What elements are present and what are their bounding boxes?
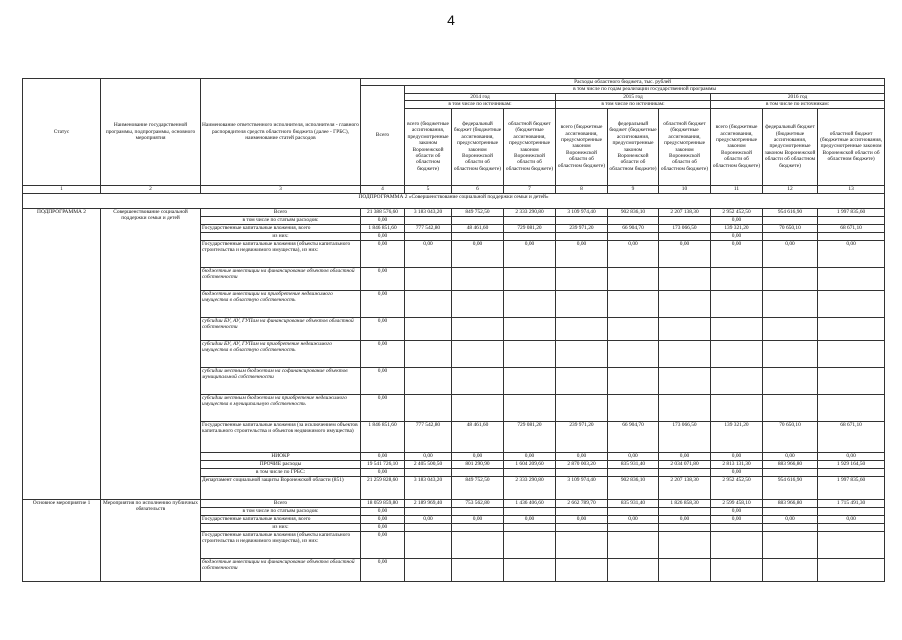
row-label: бюджетные инвестиции на приобретение недвижимого имущества в областную собственность xyxy=(201,290,361,317)
value-cell: 1 997 835,60 xyxy=(818,208,885,216)
col-number: 1 xyxy=(23,185,101,193)
value-cell: 239 971,20 xyxy=(556,224,608,232)
value-cell xyxy=(608,367,659,394)
value-cell: 2 813 131,30 xyxy=(711,460,763,468)
value-cell: 0,00 xyxy=(711,515,763,523)
budget-table xyxy=(22,78,885,582)
value-cell xyxy=(608,507,659,515)
value-cell xyxy=(608,290,659,317)
value-cell: 0,00 xyxy=(711,232,763,240)
value-cell xyxy=(711,367,763,394)
value-cell: 0,00 xyxy=(452,452,504,460)
value-cell: 19 541 726,10 xyxy=(361,460,405,468)
value-cell xyxy=(504,290,556,317)
col-number: 10 xyxy=(659,185,711,193)
value-cell xyxy=(504,531,556,558)
value-cell: 139 321,20 xyxy=(711,421,763,452)
row-label: Государственные капитальные вложения (объекты капитального строительства и недвижимого имущества), из них: xyxy=(201,531,361,558)
header-year-2016: 2016 год xyxy=(711,93,885,100)
value-cell: 0,00 xyxy=(361,216,405,224)
row-label: Государственные капитальные вложения (за исключением объектов капитального строительства и объектов недвижимого имущества) xyxy=(201,421,361,452)
value-cell xyxy=(659,267,711,290)
value-cell xyxy=(556,531,608,558)
value-cell: 849 752,50 xyxy=(452,208,504,216)
program-name-cell: Совершенствование социальной поддержки семьи и детей xyxy=(101,208,201,499)
header-col-federal: федеральный бюджет (бюджетные ассигнования, предусмотренные законом Воронежской области об областном бюджете) xyxy=(452,108,504,185)
value-cell xyxy=(659,290,711,317)
value-cell: 0,00 xyxy=(361,468,405,476)
header-sources: в том числе по источникам: xyxy=(556,101,711,108)
value-cell: 0,00 xyxy=(818,240,885,267)
value-cell: 0,00 xyxy=(659,452,711,460)
value-cell: 0,00 xyxy=(361,452,405,460)
table-row xyxy=(23,208,885,216)
value-cell xyxy=(556,468,608,476)
value-cell: 0,00 xyxy=(659,515,711,523)
value-cell xyxy=(763,531,818,558)
value-cell: 0,00 xyxy=(504,240,556,267)
header-by-years: в том числе по годам реализации государственной программы xyxy=(405,86,885,93)
value-cell: 2 034 071,80 xyxy=(659,460,711,468)
value-cell xyxy=(818,558,885,581)
value-cell xyxy=(818,531,885,558)
value-cell: 2 333 290,80 xyxy=(504,208,556,216)
value-cell xyxy=(659,468,711,476)
value-cell xyxy=(405,468,452,476)
value-cell: 2 405 500,50 xyxy=(405,460,452,468)
value-cell xyxy=(452,317,504,340)
col-number: 13 xyxy=(818,185,885,193)
subprogram-title: ПОДПРОГРАММА 2 «Совершенствование социальной поддержки семьи и детей» xyxy=(23,193,885,208)
value-cell: 173 066,50 xyxy=(659,224,711,232)
row-label: в том числе по ГРБС: xyxy=(201,468,361,476)
value-cell: 70 650,10 xyxy=(763,421,818,452)
value-cell xyxy=(556,216,608,224)
value-cell: 0,00 xyxy=(361,340,405,367)
value-cell xyxy=(711,523,763,531)
value-cell xyxy=(659,394,711,421)
row-label: Всего xyxy=(201,499,361,507)
value-cell xyxy=(556,558,608,581)
value-cell: 0,00 xyxy=(608,515,659,523)
header-expenses: Расходы областного бюджета, тыс. рублей xyxy=(361,79,885,86)
value-cell: 729 081,20 xyxy=(504,421,556,452)
value-cell: 0,00 xyxy=(504,452,556,460)
value-cell xyxy=(405,394,452,421)
value-cell: 0,00 xyxy=(818,452,885,460)
value-cell xyxy=(405,216,452,224)
value-cell xyxy=(452,531,504,558)
value-cell: 3 183 043,20 xyxy=(405,208,452,216)
value-cell: 849 752,50 xyxy=(452,476,504,499)
value-cell: 1 436 406,60 xyxy=(504,499,556,507)
value-cell: 753 562,80 xyxy=(452,499,504,507)
value-cell xyxy=(405,317,452,340)
value-cell: 0,00 xyxy=(361,531,405,558)
value-cell: 0,00 xyxy=(711,216,763,224)
value-cell xyxy=(556,367,608,394)
value-cell: 954 616,90 xyxy=(763,208,818,216)
row-label: бюджетные инвестиции на финансирование объектов областной собственности xyxy=(201,558,361,581)
value-cell xyxy=(452,507,504,515)
value-cell xyxy=(659,317,711,340)
value-cell: 902 836,10 xyxy=(608,476,659,499)
value-cell: 883 966,80 xyxy=(763,460,818,468)
value-cell: 0,00 xyxy=(361,394,405,421)
value-cell xyxy=(504,523,556,531)
header-total: Всего xyxy=(361,86,405,185)
value-cell xyxy=(556,523,608,531)
value-cell: 1 846 851,60 xyxy=(361,224,405,232)
row-label: из них: xyxy=(201,523,361,531)
row-label: субсидии БУ, АУ, ГУПам на приобретение недвижимого имущества в областную собственность xyxy=(201,340,361,367)
col-number: 4 xyxy=(361,185,405,193)
value-cell xyxy=(504,267,556,290)
value-cell: 0,00 xyxy=(763,515,818,523)
row-label: субсидии местным бюджетам на приобретение недвижимого имущества в муниципальную собственность xyxy=(201,394,361,421)
table-row xyxy=(23,499,885,507)
col-number: 2 xyxy=(101,185,201,193)
value-cell xyxy=(763,394,818,421)
value-cell xyxy=(452,290,504,317)
value-cell: 1 826 858,30 xyxy=(659,499,711,507)
row-label: бюджетные инвестиции на финансирование объектов областной собственности xyxy=(201,267,361,290)
value-cell xyxy=(405,340,452,367)
value-cell: 0,00 xyxy=(711,468,763,476)
value-cell: 2 333 290,80 xyxy=(504,476,556,499)
value-cell xyxy=(556,290,608,317)
value-cell: 0,00 xyxy=(361,317,405,340)
value-cell: 1 715 491,30 xyxy=(818,499,885,507)
value-cell: 0,00 xyxy=(361,267,405,290)
value-cell: 0,00 xyxy=(711,240,763,267)
value-cell: 0,00 xyxy=(361,507,405,515)
value-cell xyxy=(608,340,659,367)
value-cell xyxy=(556,394,608,421)
row-label: в том числе по статьям расходов: xyxy=(201,216,361,224)
value-cell xyxy=(818,468,885,476)
value-cell xyxy=(452,267,504,290)
value-cell: 0,00 xyxy=(556,452,608,460)
header-status: Статус xyxy=(23,79,101,186)
value-cell xyxy=(452,340,504,367)
value-cell xyxy=(504,507,556,515)
value-cell xyxy=(608,216,659,224)
col-number: 8 xyxy=(556,185,608,193)
value-cell xyxy=(504,340,556,367)
value-cell xyxy=(504,232,556,240)
value-cell: 2 207 138,30 xyxy=(659,476,711,499)
value-cell: 0,00 xyxy=(361,367,405,394)
value-cell: 0,00 xyxy=(361,240,405,267)
header-year-2015: 2015 год xyxy=(556,93,711,100)
value-cell: 2 207 138,30 xyxy=(659,208,711,216)
value-cell: 18 059 859,80 xyxy=(361,499,405,507)
value-cell xyxy=(659,340,711,367)
value-cell xyxy=(556,507,608,515)
value-cell: 777 542,80 xyxy=(405,224,452,232)
value-cell: 1 929 164,50 xyxy=(818,460,885,468)
value-cell xyxy=(405,507,452,515)
value-cell xyxy=(608,531,659,558)
value-cell: 801 290,90 xyxy=(452,460,504,468)
value-cell xyxy=(504,558,556,581)
value-cell: 48 461,60 xyxy=(452,421,504,452)
value-cell: 729 081,20 xyxy=(504,224,556,232)
value-cell xyxy=(405,232,452,240)
value-cell xyxy=(452,367,504,394)
value-cell xyxy=(405,531,452,558)
value-cell: 3 109 974,40 xyxy=(556,476,608,499)
value-cell: 21 388 576,60 xyxy=(361,208,405,216)
value-cell xyxy=(452,468,504,476)
value-cell: 48 461,60 xyxy=(452,224,504,232)
value-cell xyxy=(818,394,885,421)
value-cell: 3 109 974,40 xyxy=(556,208,608,216)
value-cell xyxy=(556,232,608,240)
value-cell xyxy=(763,468,818,476)
page-number: 4 xyxy=(447,12,455,28)
value-cell xyxy=(711,394,763,421)
value-cell: 0,00 xyxy=(763,452,818,460)
header-col-federal: федеральный бюджет (бюджетные ассигнования, предусмотренные законом Воронежской области об областном бюджете) xyxy=(763,108,818,185)
value-cell: 0,00 xyxy=(711,452,763,460)
value-cell xyxy=(659,367,711,394)
value-cell xyxy=(405,523,452,531)
value-cell xyxy=(711,558,763,581)
value-cell xyxy=(608,558,659,581)
value-cell xyxy=(711,531,763,558)
col-number: 12 xyxy=(763,185,818,193)
value-cell xyxy=(405,558,452,581)
value-cell: 0,00 xyxy=(361,515,405,523)
value-cell xyxy=(763,558,818,581)
col-number: 3 xyxy=(201,185,361,193)
value-cell xyxy=(504,317,556,340)
value-cell: 0,00 xyxy=(361,558,405,581)
value-cell xyxy=(763,507,818,515)
value-cell xyxy=(763,317,818,340)
value-cell: 1 604 209,60 xyxy=(504,460,556,468)
value-cell: 954 616,90 xyxy=(763,476,818,499)
value-cell xyxy=(608,317,659,340)
row-label: Департамент социальной защиты Воронежской области (851) xyxy=(201,476,361,499)
value-cell: 0,00 xyxy=(452,515,504,523)
value-cell xyxy=(556,317,608,340)
value-cell: 0,00 xyxy=(405,240,452,267)
value-cell xyxy=(818,267,885,290)
value-cell xyxy=(405,267,452,290)
value-cell: 0,00 xyxy=(659,240,711,267)
value-cell: 0,00 xyxy=(361,290,405,317)
value-cell: 2 662 789,70 xyxy=(556,499,608,507)
header-col-regional: областной бюджет (бюджетные ассигнования, предусмотренные законом Воронежской области об областном бюджете) xyxy=(818,108,885,185)
value-cell xyxy=(818,340,885,367)
value-cell xyxy=(608,394,659,421)
value-cell xyxy=(608,468,659,476)
value-cell xyxy=(711,317,763,340)
value-cell xyxy=(452,394,504,421)
value-cell xyxy=(504,216,556,224)
value-cell xyxy=(763,267,818,290)
value-cell xyxy=(659,558,711,581)
value-cell: 902 836,10 xyxy=(608,208,659,216)
header-col-total: всего (бюджетные ассигнования, предусмотренные законом Воронежской области об областном бюджете) xyxy=(405,108,452,185)
value-cell: 2 599 458,10 xyxy=(711,499,763,507)
value-cell: 0,00 xyxy=(711,507,763,515)
value-cell: 68 671,10 xyxy=(818,421,885,452)
value-cell xyxy=(504,394,556,421)
value-cell: 0,00 xyxy=(608,240,659,267)
program-name-cell: Мероприятия по исполнению публичных обязательств xyxy=(101,499,201,581)
value-cell: 1 997 835,60 xyxy=(818,476,885,499)
value-cell: 0,00 xyxy=(361,232,405,240)
value-cell: 0,00 xyxy=(608,452,659,460)
value-cell: 2 952 452,50 xyxy=(711,476,763,499)
row-label: субсидии местным бюджетам на софинансирование объектов муниципальной собственности xyxy=(201,367,361,394)
value-cell xyxy=(818,367,885,394)
row-label: Всего xyxy=(201,208,361,216)
value-cell: 0,00 xyxy=(405,452,452,460)
value-cell: 0,00 xyxy=(361,523,405,531)
value-cell xyxy=(711,290,763,317)
value-cell: 0,00 xyxy=(818,515,885,523)
value-cell xyxy=(659,531,711,558)
value-cell: 2 870 003,20 xyxy=(556,460,608,468)
value-cell: 0,00 xyxy=(556,240,608,267)
value-cell xyxy=(659,216,711,224)
row-label: ПРОЧИЕ расходы xyxy=(201,460,361,468)
value-cell xyxy=(405,290,452,317)
value-cell xyxy=(659,523,711,531)
value-cell: 0,00 xyxy=(763,240,818,267)
col-number: 6 xyxy=(452,185,504,193)
value-cell xyxy=(763,216,818,224)
value-cell xyxy=(763,340,818,367)
value-cell: 777 542,80 xyxy=(405,421,452,452)
header-program: Наименование государственной программы, подпрограммы, основного мероприятия xyxy=(101,79,201,186)
value-cell xyxy=(818,523,885,531)
col-number: 11 xyxy=(711,185,763,193)
value-cell xyxy=(818,507,885,515)
value-cell xyxy=(763,367,818,394)
value-cell xyxy=(452,523,504,531)
header-executor: Наименование ответственного исполнителя, исполнителя - главного распорядителя средств областного бюджета (далее - ГРБС), наименование статей расходов xyxy=(201,79,361,186)
row-label: Государственные капитальные вложения, всего xyxy=(201,224,361,232)
value-cell xyxy=(504,367,556,394)
value-cell: 2 952 452,50 xyxy=(711,208,763,216)
value-cell: 68 671,10 xyxy=(818,224,885,232)
header-col-total: всего (бюджетные ассигнования, предусмотренные законом Воронежской области об областном бюджете) xyxy=(711,108,763,185)
header-col-total: всего (бюджетные ассигнования, предусмотренные законом Воронежской области об областном бюджете) xyxy=(556,108,608,185)
header-col-regional: областной бюджет (бюджетные ассигнования, предусмотренные законом Воронежской области об областном бюджете) xyxy=(659,108,711,185)
value-cell: 239 971,20 xyxy=(556,421,608,452)
value-cell: 0,00 xyxy=(556,515,608,523)
value-cell: 0,00 xyxy=(504,515,556,523)
value-cell: 0,00 xyxy=(405,515,452,523)
value-cell: 139 321,20 xyxy=(711,224,763,232)
value-cell xyxy=(711,267,763,290)
row-label: субсидии БУ, АУ, ГУПам на финансирование объектов областной собственности xyxy=(201,317,361,340)
value-cell xyxy=(405,367,452,394)
value-cell xyxy=(763,232,818,240)
value-cell: 835 931,40 xyxy=(608,499,659,507)
value-cell: 173 066,50 xyxy=(659,421,711,452)
col-number: 7 xyxy=(504,185,556,193)
value-cell xyxy=(818,290,885,317)
value-cell xyxy=(452,216,504,224)
header-sources: в том числе по источникам: xyxy=(405,101,556,108)
value-cell xyxy=(711,340,763,367)
value-cell xyxy=(608,232,659,240)
value-cell xyxy=(818,317,885,340)
value-cell: 21 259 828,60 xyxy=(361,476,405,499)
value-cell xyxy=(608,523,659,531)
value-cell: 66 904,70 xyxy=(608,421,659,452)
col-number: 5 xyxy=(405,185,452,193)
value-cell: 3 183 043,20 xyxy=(405,476,452,499)
row-label: из них: xyxy=(201,232,361,240)
value-cell: 883 966,80 xyxy=(763,499,818,507)
status-cell: Основное мероприятие 1 xyxy=(23,499,101,581)
value-cell xyxy=(763,290,818,317)
status-cell: ПОДПРОГРАММА 2 xyxy=(23,208,101,499)
header-col-federal: федеральный бюджет (бюджетные ассигнования, предусмотренные законом Воронежской области об областном бюджете) xyxy=(608,108,659,185)
header-col-regional: областной бюджет (бюджетные ассигнования, предусмотренные законом Воронежской области об областном бюджете) xyxy=(504,108,556,185)
value-cell xyxy=(659,507,711,515)
value-cell: 70 650,10 xyxy=(763,224,818,232)
row-label: Государственные капитальные вложения, всего xyxy=(201,515,361,523)
value-cell xyxy=(452,232,504,240)
value-cell xyxy=(556,340,608,367)
value-cell xyxy=(452,558,504,581)
value-cell: 835 931,40 xyxy=(608,460,659,468)
value-cell: 1 846 851,60 xyxy=(361,421,405,452)
row-label: в том числе по статьям расходов: xyxy=(201,507,361,515)
value-cell xyxy=(556,267,608,290)
col-number: 9 xyxy=(608,185,659,193)
header-sources: в том числе по источникам: xyxy=(711,101,885,108)
value-cell: 0,00 xyxy=(452,240,504,267)
value-cell xyxy=(818,232,885,240)
value-cell xyxy=(818,216,885,224)
row-label: НИОКР xyxy=(201,452,361,460)
value-cell xyxy=(504,468,556,476)
value-cell xyxy=(659,232,711,240)
row-label: Государственные капитальные вложения (объекты капитального строительства и недвижимого имущества), из них: xyxy=(201,240,361,267)
value-cell: 2 189 969,40 xyxy=(405,499,452,507)
value-cell xyxy=(763,523,818,531)
value-cell xyxy=(608,267,659,290)
value-cell: 66 904,70 xyxy=(608,224,659,232)
header-year-2014: 2014 год xyxy=(405,93,556,100)
